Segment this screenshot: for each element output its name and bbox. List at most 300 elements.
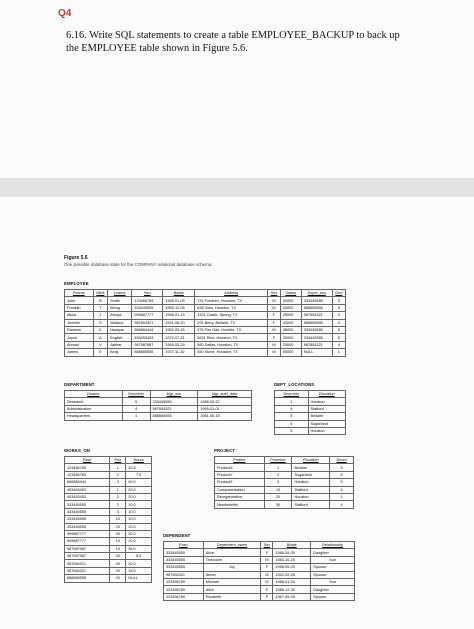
table-cell: 1981-06-19 bbox=[198, 413, 252, 420]
table-row bbox=[65, 523, 152, 530]
table-cell: 123456789 bbox=[164, 586, 204, 593]
table-cell: 2 bbox=[110, 471, 126, 478]
table-cell: 987654321 bbox=[150, 405, 198, 412]
table-cell: 40000 bbox=[280, 304, 301, 311]
employee-table bbox=[64, 289, 346, 357]
table-cell: Headquarters bbox=[65, 413, 123, 420]
question-label: Q4 bbox=[58, 8, 72, 19]
table-cell: 1 bbox=[110, 464, 126, 471]
table-cell: Alicia bbox=[65, 312, 94, 319]
table-row bbox=[215, 464, 354, 471]
table-cell: 987654321 bbox=[65, 560, 110, 567]
table-header-row bbox=[65, 290, 346, 297]
table-cell: 1941-06-20 bbox=[163, 319, 195, 326]
table-cell: M bbox=[261, 578, 273, 585]
table-cell: Borg bbox=[108, 349, 132, 356]
table-cell: 20.0 bbox=[126, 560, 152, 567]
table-row bbox=[65, 567, 152, 574]
table-cell: 123456789 bbox=[65, 471, 110, 478]
table-cell: 5 bbox=[275, 427, 309, 434]
table-cell: 333445555 bbox=[132, 304, 163, 311]
table-cell: 1 bbox=[330, 493, 354, 500]
table-row bbox=[215, 471, 354, 478]
table-cell: Narayan bbox=[108, 326, 132, 333]
table-cell: 25000 bbox=[280, 334, 301, 341]
table-cell: 5631 Rice, Houston, TX bbox=[195, 334, 268, 341]
table-cell: 5 bbox=[332, 326, 345, 333]
table-cell: 333445555 bbox=[164, 556, 204, 563]
table-cell: A bbox=[93, 334, 107, 341]
table-row bbox=[215, 501, 354, 508]
table-cell: Houston bbox=[308, 398, 345, 405]
table-cell: 1988-05-22 bbox=[198, 398, 252, 405]
table-cell: Smith bbox=[108, 297, 132, 304]
table-row bbox=[65, 479, 152, 486]
table-cell: 30 bbox=[110, 560, 126, 567]
table-cell: Administration bbox=[65, 405, 123, 412]
column-header: Pnumber bbox=[264, 457, 292, 464]
table-cell: F bbox=[261, 586, 273, 593]
project-table bbox=[214, 456, 354, 509]
table-cell: 20 bbox=[110, 575, 126, 582]
table-cell: Son bbox=[311, 578, 355, 585]
table-cell: 20.0 bbox=[126, 486, 152, 493]
table-cell: Bellaire bbox=[292, 464, 330, 471]
table-cell: 999887777 bbox=[65, 530, 110, 537]
table-row bbox=[215, 479, 354, 486]
table-cell: 4 bbox=[330, 486, 354, 493]
table-cell: 333445555 bbox=[164, 564, 204, 571]
column-header: Lname bbox=[108, 290, 132, 297]
table-cell: 30000 bbox=[280, 297, 301, 304]
table-cell: 10 bbox=[110, 516, 126, 523]
table-cell: 333445555 bbox=[65, 523, 110, 530]
table-cell: 999887777 bbox=[65, 538, 110, 545]
table-row bbox=[65, 464, 152, 471]
table-cell: Theodore bbox=[203, 556, 261, 563]
table-cell: 5 bbox=[275, 420, 309, 427]
column-header: Essn bbox=[65, 457, 110, 464]
table-cell: 2 bbox=[110, 501, 126, 508]
table-cell: Sugarland bbox=[292, 471, 330, 478]
table-row bbox=[65, 530, 152, 537]
table-cell: Daughter bbox=[311, 549, 355, 556]
dependent-table bbox=[163, 541, 355, 601]
table-cell: M bbox=[261, 571, 273, 578]
table-row bbox=[65, 501, 152, 508]
column-header: Minit bbox=[93, 290, 107, 297]
column-header: Dlocation bbox=[308, 391, 345, 398]
table-cell: 666884444 bbox=[132, 326, 163, 333]
table-cell: Newbenefits bbox=[215, 501, 265, 508]
table-cell: 888665555 bbox=[301, 319, 332, 326]
table-cell: Houston bbox=[292, 493, 330, 500]
table-cell: 5 bbox=[122, 398, 150, 405]
table-row bbox=[65, 405, 252, 412]
table-cell: 987654321 bbox=[164, 571, 204, 578]
table-cell: 7.5 bbox=[126, 471, 152, 478]
table-cell: 20 bbox=[110, 567, 126, 574]
table-cell: S bbox=[93, 319, 107, 326]
table-row bbox=[65, 349, 346, 356]
table-cell: F bbox=[268, 312, 281, 319]
table-cell: 888665555 bbox=[150, 413, 198, 420]
table-cell: Stafford bbox=[292, 486, 330, 493]
table-row bbox=[65, 326, 346, 333]
table-row bbox=[65, 319, 346, 326]
table-cell: 333445555 bbox=[65, 516, 110, 523]
column-header: Dnumber bbox=[275, 391, 309, 398]
table-cell: 888665555 bbox=[301, 304, 332, 311]
table-cell: 123456789 bbox=[65, 464, 110, 471]
table-cell: 333445555 bbox=[301, 297, 332, 304]
table-cell: Joyce bbox=[65, 334, 94, 341]
table-cell: 1968-01-19 bbox=[163, 312, 195, 319]
table-cell: 333445555 bbox=[301, 326, 332, 333]
department-table-name: DEPARTMENT bbox=[64, 382, 95, 387]
table-cell: 1 bbox=[275, 398, 309, 405]
table-row bbox=[215, 486, 354, 493]
dependent-table-name: DEPENDENT bbox=[163, 533, 191, 538]
table-cell: T bbox=[93, 304, 107, 311]
table-cell: 123456789 bbox=[164, 578, 204, 585]
table-cell: Joy bbox=[203, 564, 261, 571]
table-cell: Elizabeth bbox=[203, 593, 261, 600]
table-cell: Stafford bbox=[292, 501, 330, 508]
table-cell: F bbox=[261, 549, 273, 556]
table-cell: ProductY bbox=[215, 471, 265, 478]
table-cell: Ahmad bbox=[65, 341, 94, 348]
table-row bbox=[275, 420, 346, 427]
table-cell: 987987987 bbox=[65, 553, 110, 560]
column-header: Mgr_start_date bbox=[198, 391, 252, 398]
table-row bbox=[65, 413, 252, 420]
table-cell: 5 bbox=[332, 304, 345, 311]
column-header: Sex bbox=[261, 542, 273, 549]
table-cell: 666884444 bbox=[65, 479, 110, 486]
table-cell: 20.0 bbox=[126, 493, 152, 500]
table-header-row bbox=[65, 391, 252, 398]
table-cell: 1 bbox=[332, 349, 345, 356]
table-row bbox=[65, 553, 152, 560]
table-row bbox=[215, 493, 354, 500]
table-cell: 5 bbox=[330, 464, 354, 471]
table-cell: 5 bbox=[332, 297, 345, 304]
dept-locations-table-name: DEPT_LOCATIONS bbox=[274, 382, 315, 387]
table-cell: 1967-05-05 bbox=[273, 593, 311, 600]
table-cell: John bbox=[65, 297, 94, 304]
column-header: Bdate bbox=[163, 290, 195, 297]
table-cell: 453453453 bbox=[65, 486, 110, 493]
table-cell: 4 bbox=[275, 405, 309, 412]
table-cell: 975 Fire Oak, Humble, TX bbox=[195, 326, 268, 333]
table-cell: 38000 bbox=[280, 326, 301, 333]
table-cell: 1 bbox=[264, 464, 292, 471]
table-row bbox=[275, 413, 346, 420]
table-cell: Son bbox=[311, 556, 355, 563]
table-cell: Stafford bbox=[308, 405, 345, 412]
employee-table-name: EMPLOYEE bbox=[64, 281, 89, 286]
table-cell: 987654321 bbox=[301, 312, 332, 319]
table-cell: Houston bbox=[308, 427, 345, 434]
table-header-row bbox=[275, 391, 346, 398]
table-cell: Ramesh bbox=[65, 326, 94, 333]
table-cell: 43000 bbox=[280, 319, 301, 326]
table-cell: F bbox=[268, 319, 281, 326]
table-cell: 1986-04-05 bbox=[273, 549, 311, 556]
table-cell: Wallace bbox=[108, 319, 132, 326]
table-cell: 980 Dallas, Houston, TX bbox=[195, 341, 268, 348]
table-cell: 25000 bbox=[280, 312, 301, 319]
column-header: Salary bbox=[280, 290, 301, 297]
table-row bbox=[65, 575, 152, 582]
figure-header bbox=[64, 255, 354, 267]
table-cell: E bbox=[93, 349, 107, 356]
column-header: Dnumber bbox=[122, 391, 150, 398]
department-table bbox=[64, 390, 252, 421]
figure-title: Figure 5.6 bbox=[64, 255, 88, 261]
table-cell: 731 Fondren, Houston, TX bbox=[195, 297, 268, 304]
table-cell: 4 bbox=[332, 341, 345, 348]
table-row bbox=[65, 545, 152, 552]
table-cell: 1972-07-31 bbox=[163, 334, 195, 341]
table-cell: Reorganization bbox=[215, 493, 265, 500]
table-cell: 1937-11-10 bbox=[163, 349, 195, 356]
table-cell: ProductZ bbox=[215, 479, 265, 486]
table-cell: 20 bbox=[110, 523, 126, 530]
table-cell: Franklin bbox=[65, 304, 94, 311]
table-cell: 5 bbox=[332, 334, 345, 341]
table-cell: Research bbox=[65, 398, 123, 405]
table-cell: 1 bbox=[110, 486, 126, 493]
table-cell: 987654321 bbox=[65, 567, 110, 574]
table-cell: 1983-10-25 bbox=[273, 556, 311, 563]
column-header: Dname bbox=[65, 391, 123, 398]
table-cell: English bbox=[108, 334, 132, 341]
table-cell: Daughter bbox=[311, 586, 355, 593]
table-cell: V bbox=[93, 341, 107, 348]
table-row bbox=[65, 493, 152, 500]
table-cell: M bbox=[268, 341, 281, 348]
table-cell: 1969-03-29 bbox=[163, 341, 195, 348]
table-cell: 5.0 bbox=[126, 553, 152, 560]
table-row bbox=[65, 398, 252, 405]
table-cell: 30.0 bbox=[126, 530, 152, 537]
column-header: Plocation bbox=[292, 457, 330, 464]
table-cell: 333445555 bbox=[150, 398, 198, 405]
table-cell: Bellaire bbox=[308, 413, 345, 420]
table-cell: 10.0 bbox=[126, 523, 152, 530]
column-header: Essn bbox=[164, 542, 204, 549]
table-cell: 987654321 bbox=[301, 341, 332, 348]
table-header-row bbox=[215, 457, 354, 464]
table-row bbox=[164, 593, 355, 600]
table-cell: F bbox=[261, 564, 273, 571]
table-cell: 10 bbox=[264, 486, 292, 493]
column-header: Dependent_name bbox=[203, 542, 261, 549]
table-row bbox=[65, 304, 346, 311]
table-row bbox=[275, 427, 346, 434]
table-cell: M bbox=[261, 556, 273, 563]
table-row bbox=[275, 398, 346, 405]
table-cell: 4 bbox=[332, 312, 345, 319]
table-cell: Spouse bbox=[311, 564, 355, 571]
table-cell: 123456789 bbox=[164, 593, 204, 600]
column-header: Pno bbox=[110, 457, 126, 464]
table-cell: M bbox=[268, 304, 281, 311]
table-cell: James bbox=[65, 349, 94, 356]
table-cell: 2 bbox=[264, 471, 292, 478]
project-table-name: PROJECT bbox=[214, 448, 235, 453]
table-cell: Jennifer bbox=[65, 319, 94, 326]
table-row bbox=[65, 341, 346, 348]
table-row bbox=[164, 578, 355, 585]
table-cell: J bbox=[93, 312, 107, 319]
table-row bbox=[164, 564, 355, 571]
table-cell: 453453453 bbox=[65, 493, 110, 500]
column-header: Mgr_ssn bbox=[150, 391, 198, 398]
table-cell: 5 bbox=[330, 471, 354, 478]
table-cell: 987654321 bbox=[132, 319, 163, 326]
table-cell: 987987987 bbox=[65, 545, 110, 552]
table-cell: Alice bbox=[203, 549, 261, 556]
column-header: Dnum bbox=[330, 457, 354, 464]
table-cell: Zelaya bbox=[108, 312, 132, 319]
table-cell: 333445555 bbox=[65, 501, 110, 508]
table-cell: 10.0 bbox=[126, 538, 152, 545]
table-cell: 1988-12-30 bbox=[273, 586, 311, 593]
table-cell: Sugarland bbox=[308, 420, 345, 427]
table-cell: 25000 bbox=[280, 341, 301, 348]
table-cell: 30 bbox=[110, 553, 126, 560]
table-cell: F bbox=[268, 334, 281, 341]
table-cell: Wong bbox=[108, 304, 132, 311]
works-on-table-name: WORKS_ON bbox=[64, 448, 91, 453]
table-cell: 3 bbox=[110, 479, 126, 486]
table-cell: 15.0 bbox=[126, 567, 152, 574]
table-cell: M bbox=[268, 297, 281, 304]
table-row bbox=[164, 556, 355, 563]
table-cell: 3321 Castle, Spring, TX bbox=[195, 312, 268, 319]
table-cell: Houston bbox=[292, 479, 330, 486]
column-header: Sex bbox=[268, 290, 281, 297]
column-header: Dno bbox=[332, 290, 345, 297]
table-row bbox=[65, 508, 152, 515]
table-cell: 10 bbox=[110, 545, 126, 552]
table-cell: 1962-09-15 bbox=[163, 326, 195, 333]
question-card bbox=[0, 0, 474, 178]
figure-caption: One possible database state for the COMPANY relational database schema. bbox=[64, 262, 213, 267]
table-cell: 1965-01-09 bbox=[163, 297, 195, 304]
table-row bbox=[275, 405, 346, 412]
table-cell: 30 bbox=[264, 501, 292, 508]
table-cell: 10.0 bbox=[126, 501, 152, 508]
table-cell: 1942-02-28 bbox=[273, 571, 311, 578]
table-row bbox=[65, 334, 346, 341]
exercise-text: 6.16. Write SQL statements to create a table EMPLOYEE_BACKUP to back up the EMPLOYEE table shown in Figure 5.6. bbox=[66, 30, 400, 54]
table-cell: 1988-01-04 bbox=[273, 578, 311, 585]
table-cell: NULL bbox=[126, 575, 152, 582]
table-cell: 333445555 bbox=[301, 334, 332, 341]
table-cell: 20 bbox=[264, 493, 292, 500]
table-cell: 3 bbox=[110, 508, 126, 515]
table-cell: F bbox=[261, 593, 273, 600]
table-cell: 30 bbox=[110, 530, 126, 537]
table-cell: 10.0 bbox=[126, 516, 152, 523]
table-header-row bbox=[164, 542, 355, 549]
table-row bbox=[65, 471, 152, 478]
table-row bbox=[65, 486, 152, 493]
table-cell: 333445555 bbox=[65, 508, 110, 515]
table-cell: 1995-01-01 bbox=[198, 405, 252, 412]
table-cell: 4 bbox=[332, 319, 345, 326]
table-cell: Michael bbox=[203, 578, 261, 585]
table-row bbox=[164, 549, 355, 556]
table-cell: 291 Berry, Bellaire, TX bbox=[195, 319, 268, 326]
table-cell: M bbox=[268, 326, 281, 333]
table-cell: 5 bbox=[330, 479, 354, 486]
table-cell: 35.0 bbox=[126, 545, 152, 552]
table-cell: B bbox=[93, 297, 107, 304]
table-row bbox=[65, 538, 152, 545]
table-cell: Jabbar bbox=[108, 341, 132, 348]
table-cell: Spouse bbox=[311, 571, 355, 578]
table-cell: 450 Stone, Houston, TX bbox=[195, 349, 268, 356]
works-on-table bbox=[64, 456, 152, 583]
table-row bbox=[65, 560, 152, 567]
table-header-row bbox=[65, 457, 152, 464]
column-header: Bdate bbox=[273, 542, 311, 549]
table-cell: 40.0 bbox=[126, 479, 152, 486]
table-row bbox=[164, 586, 355, 593]
table-cell: 888665555 bbox=[132, 349, 163, 356]
table-cell: 638 Voss, Houston, TX bbox=[195, 304, 268, 311]
table-cell: 1955-12-08 bbox=[163, 304, 195, 311]
table-cell: 1958-05-03 bbox=[273, 564, 311, 571]
table-cell: 4 bbox=[330, 501, 354, 508]
table-cell: 10 bbox=[110, 538, 126, 545]
table-row bbox=[164, 571, 355, 578]
column-header: Ssn bbox=[132, 290, 163, 297]
table-cell: ProductX bbox=[215, 464, 265, 471]
column-header: Relationship bbox=[311, 542, 355, 549]
table-cell: 3 bbox=[264, 479, 292, 486]
table-cell: 10.0 bbox=[126, 508, 152, 515]
table-cell: M bbox=[268, 349, 281, 356]
table-cell: 888665555 bbox=[65, 575, 110, 582]
column-header: Fname bbox=[65, 290, 94, 297]
column-header: Address bbox=[195, 290, 268, 297]
table-cell: 4 bbox=[122, 405, 150, 412]
column-header: Hours bbox=[126, 457, 152, 464]
dept-locations-table bbox=[274, 390, 346, 435]
table-cell: Spouse bbox=[311, 593, 355, 600]
table-cell: 1 bbox=[122, 413, 150, 420]
table-cell: Alice bbox=[203, 586, 261, 593]
table-cell: 55000 bbox=[280, 349, 301, 356]
column-header: Super_ssn bbox=[301, 290, 332, 297]
table-row bbox=[65, 312, 346, 319]
table-cell: 987987987 bbox=[132, 341, 163, 348]
table-row bbox=[65, 297, 346, 304]
table-row bbox=[65, 516, 152, 523]
table-cell: Computerization bbox=[215, 486, 265, 493]
table-cell: 999887777 bbox=[132, 312, 163, 319]
table-cell: NULL bbox=[301, 349, 332, 356]
table-cell: 333445555 bbox=[164, 549, 204, 556]
table-cell: 2 bbox=[110, 493, 126, 500]
table-cell: 32.5 bbox=[126, 464, 152, 471]
